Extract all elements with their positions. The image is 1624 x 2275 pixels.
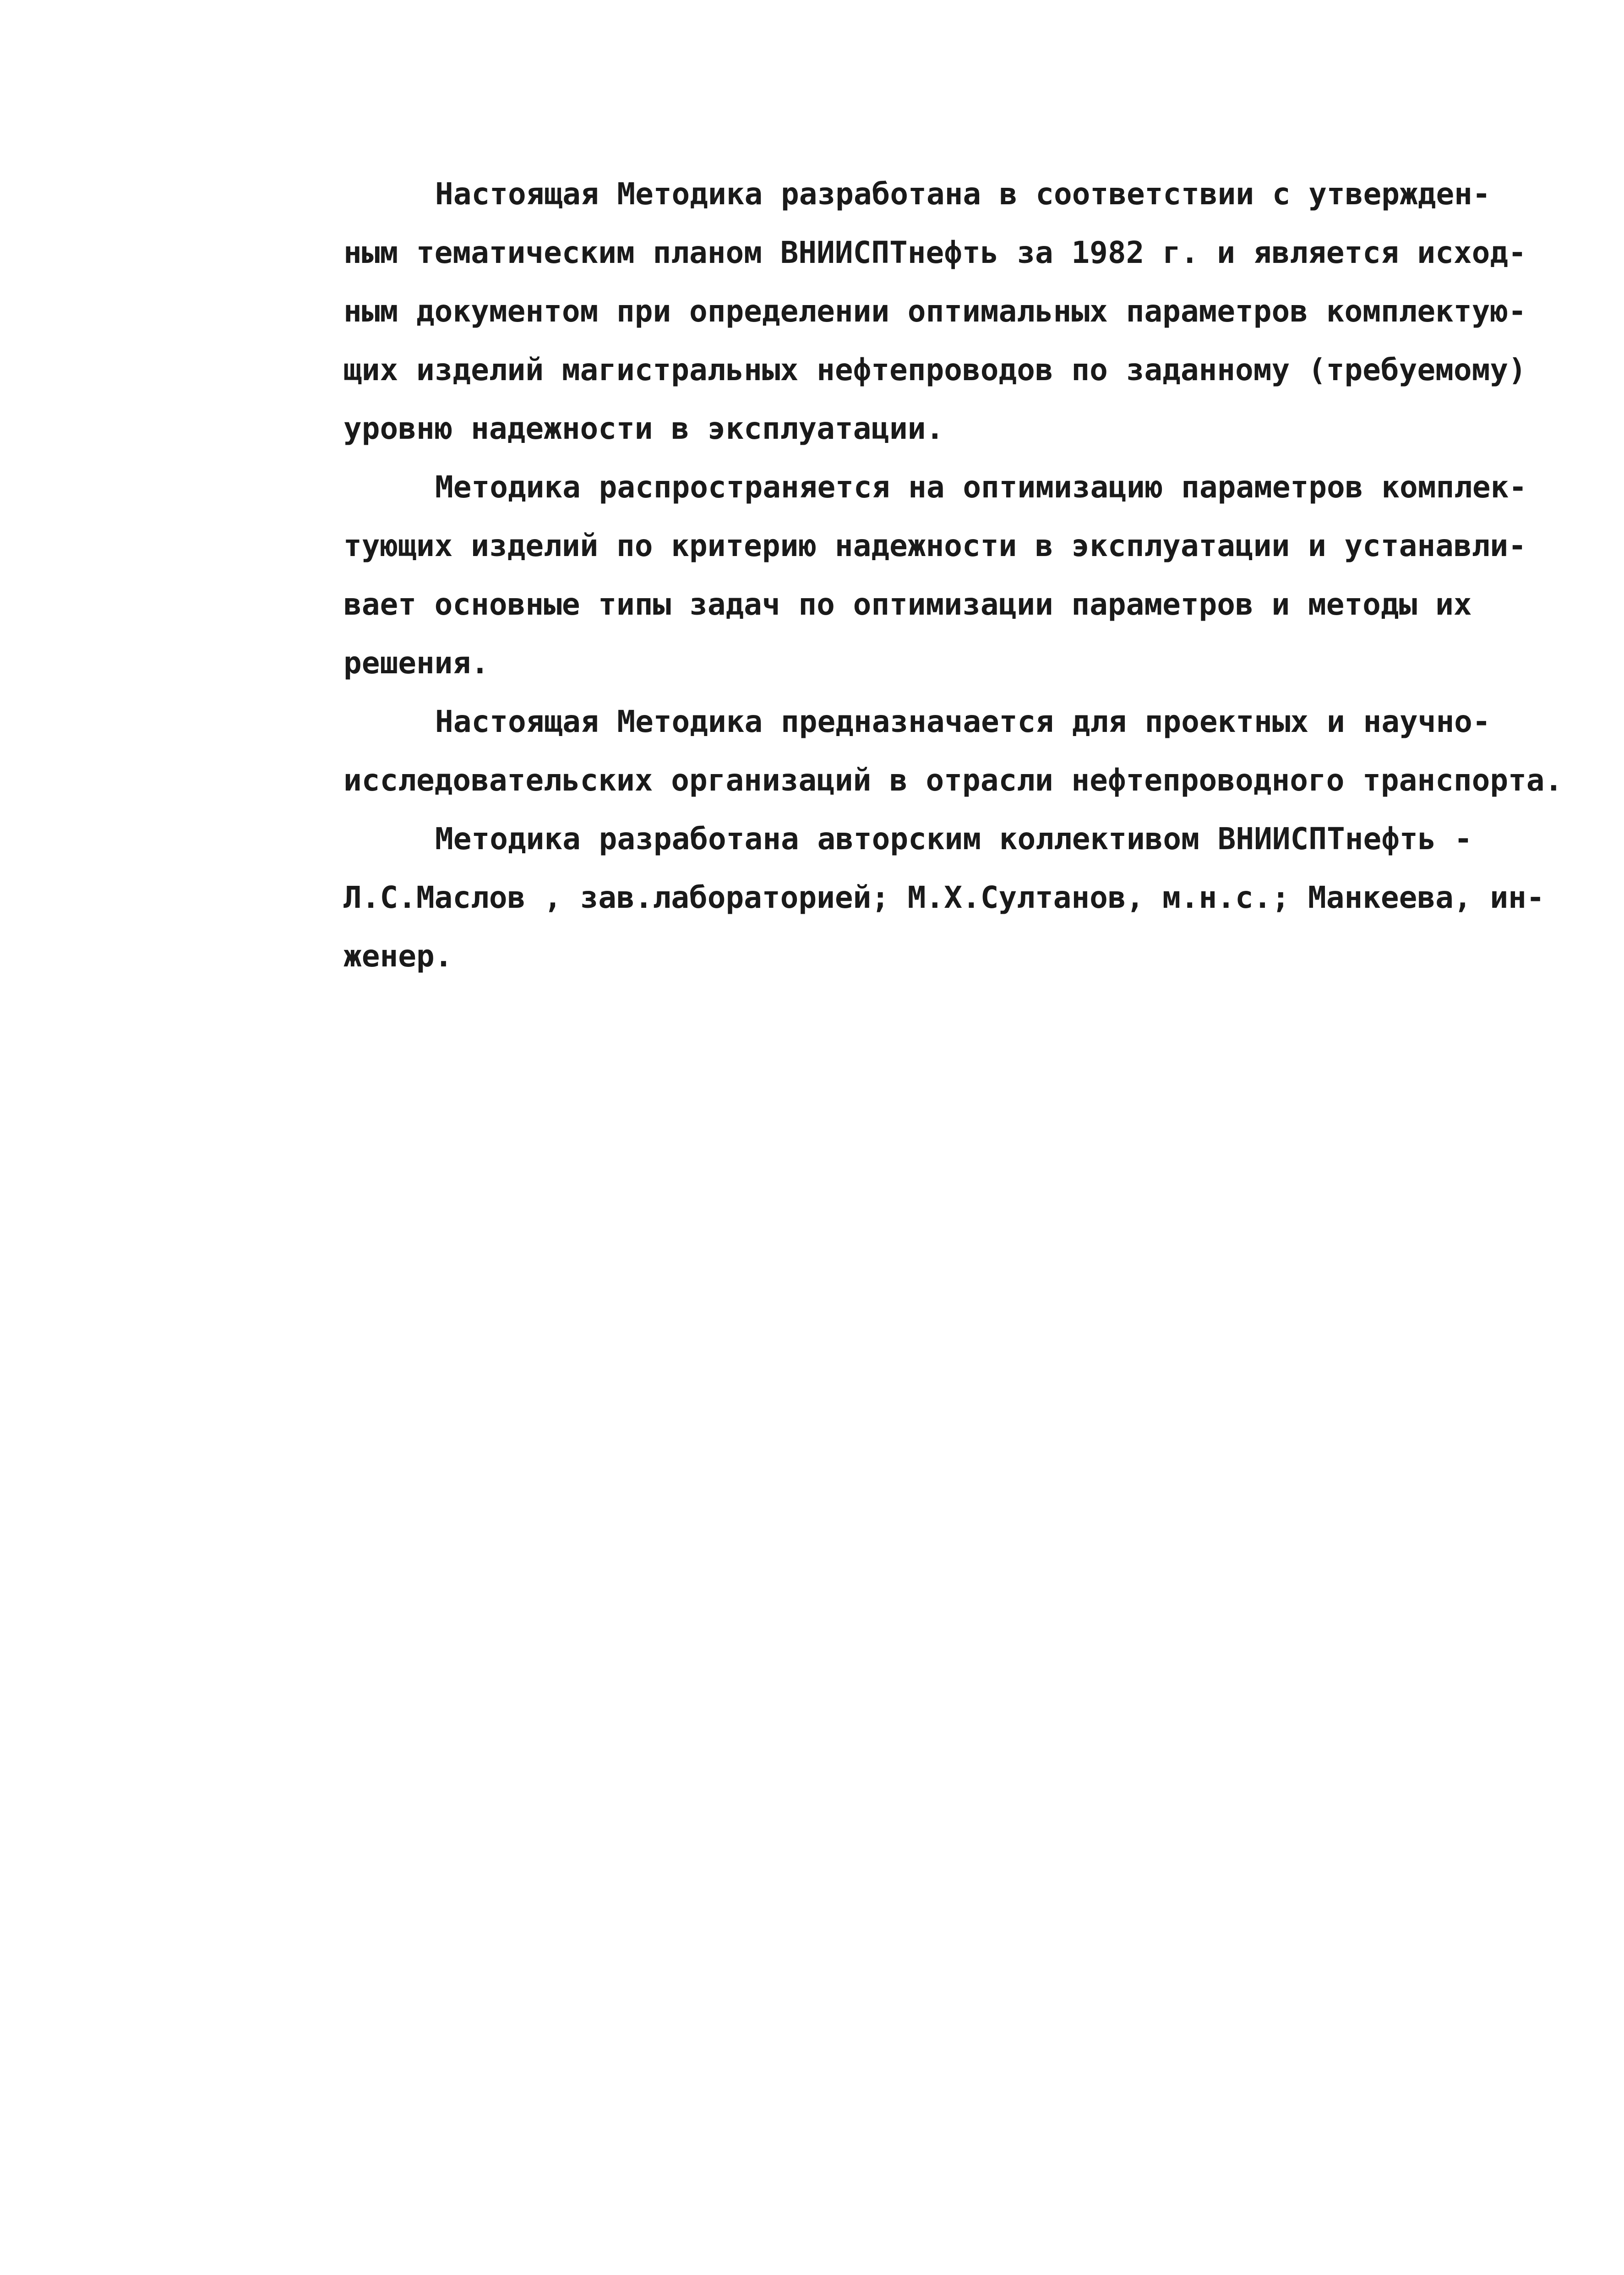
document-body [343, 165, 1563, 986]
paragraph-1-line-2: ным тематическим планом ВНИИСПТнефть за 1982 г. и является исход- [343, 235, 1526, 270]
paragraph-1 [343, 165, 1543, 458]
paragraph-1-line-3: ным документом при определении оптимальных параметров комплектую- [343, 294, 1526, 329]
paragraph-2 [343, 458, 1543, 693]
paragraph-2-line-4: решения. [343, 645, 489, 681]
paragraph-1-line-4: щих изделий магистральных нефтепроводов по заданному (требуемому) [343, 352, 1526, 387]
paragraph-2-line-2: тующих изделий по критерию надежности в эксплуатации и устанавли- [343, 528, 1526, 563]
paragraph-1-line-5: уровню надежности в эксплуатации. [343, 411, 944, 446]
paragraph-4-line-2: Л.С.Маслов , зав.лабораторией; М.Х.Султанов, м.н.с.; Манкеева, ин- [343, 880, 1545, 915]
paragraph-4-line-3: женер. [343, 938, 453, 974]
paragraph-3 [343, 693, 1563, 810]
paragraph-3-line-2: исследовательских организаций в отрасли нефтепроводного транспорта. [343, 763, 1563, 798]
paragraph-4-line-1: Методика разработана авторским коллективом ВНИИСПТнефть - [435, 821, 1472, 857]
paragraph-2-line-1: Методика распространяется на оптимизацию параметров комплек- [435, 469, 1527, 505]
paragraph-2-line-3: вает основные типы задач по оптимизации параметров и методы их [343, 587, 1472, 622]
paragraph-4 [343, 810, 1543, 986]
paragraph-1-line-1: Настоящая Методика разработана в соответствии с утвержден- [435, 176, 1491, 212]
paragraph-3-line-1: Настоящая Методика предназначается для проектных и научно- [435, 704, 1491, 739]
